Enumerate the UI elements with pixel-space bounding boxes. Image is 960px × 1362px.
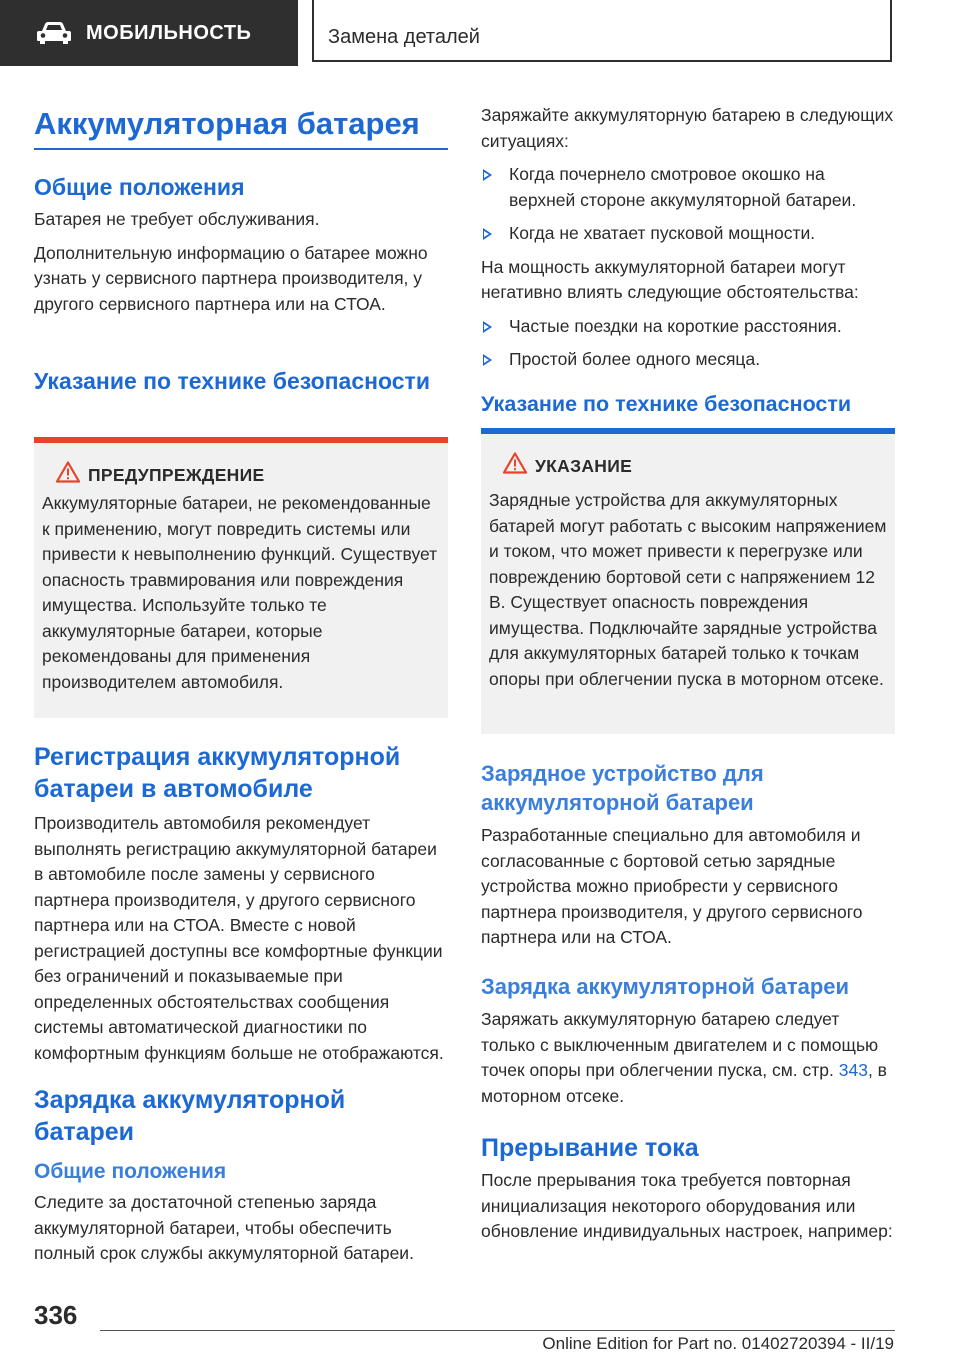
notice-box: [481, 428, 895, 734]
page-link-343[interactable]: 343: [838, 1060, 868, 1080]
general-paragraph-2: Дополнительную информацию о батарее можно узнать у сервисного партнера производителя, у другого сервисного партнера или на СТОА.: [34, 242, 428, 314]
warning-bar: [34, 437, 448, 443]
warning-box: [34, 437, 448, 718]
footer-divider: [100, 1330, 895, 1331]
charger-heading: Зарядное устройство для аккумуляторной батареи: [481, 761, 764, 815]
warning-text: Аккумуляторные батареи, не рекомендованные к применению, могут повредить системы или привести к невыполнению функций. Существует опасность травмирования или повреждения имущества. Используйте только те аккумуляторные батареи, которые рекомендованы для применения производителем автомобиля.: [42, 493, 438, 692]
charging-section-right: [481, 972, 895, 1109]
section-tab: [0, 0, 298, 66]
general-section: [34, 172, 448, 317]
list-item: Когда почернело смотровое окошко на верхней стороне аккумуляторной батареи.: [481, 162, 895, 213]
charging-general-text: Следите за достаточной степенью заряда аккумуляторной батареи, чтобы обеспечить полный срок службы аккумуляторной батареи.: [34, 1192, 414, 1263]
registration-text: Производитель автомобиля рекомендует выполнять регистрацию аккумуляторной батареи в автомобиле после замены у сервисного партнера производителя, у другого сервисного партнера или на СТОА. Вместе с новой регистрацией доступны все комфортные функции без ограничений и показываемые при определенных обстоятельствах сообщения системы автоматической диагностики по комфортным функциям больше не отображаются.: [34, 813, 444, 1063]
notice-bar: [481, 428, 895, 434]
edition-text: Online Edition for Part no. 01402720394 - II/19: [542, 1334, 894, 1353]
page-header: [0, 0, 960, 66]
general-paragraph-1: Батарея не требует обслуживания.: [34, 209, 320, 229]
charging-section-left: [34, 1084, 448, 1267]
list-item: Частые поездки на короткие расстояния.: [481, 314, 895, 340]
warning-triangle-icon: [503, 452, 527, 474]
charging-heading-left: Зарядка аккумуляторной батареи: [34, 1086, 346, 1146]
safety-section-left: [34, 366, 448, 397]
safety-heading-right: Указание по технике безопасности: [481, 392, 852, 416]
factors-list: [481, 314, 895, 373]
situations-section: [481, 103, 895, 373]
safety-section-right: [481, 390, 895, 418]
notice-title: УКАЗАНИЕ: [535, 456, 633, 476]
charger-section: [481, 759, 895, 951]
car-icon: [36, 21, 72, 45]
power-section: [481, 1132, 895, 1245]
page-number: 336: [34, 1300, 78, 1330]
safety-heading-left: Указание по технике безопасности: [34, 368, 430, 394]
power-text: После прерывания тока требуется повторная инициализация некоторого оборудования или обновление индивидуальных настроек, например:: [481, 1170, 893, 1241]
section-label: МОБИЛЬНОСТЬ: [86, 21, 252, 44]
warning-title: ПРЕДУПРЕЖДЕНИЕ: [88, 465, 265, 485]
triangle-bullet-icon: [483, 354, 492, 366]
list-item: Простой более одного месяца.: [481, 347, 895, 373]
chapter-title: Замена деталей: [328, 26, 480, 48]
charging-text: Заряжать аккумуляторную батарею следует только с выключенным двигателем и с помощью точек опоры при облегчении пуска, см. стр. 343, в моторном отсеке.: [481, 1009, 887, 1106]
situations-intro: Заряжайте аккумуляторную батарею в следующих ситуациях:: [481, 105, 894, 151]
page-title: Аккумуляторная батарея: [34, 106, 420, 141]
charging-general-heading: Общие положения: [34, 1160, 227, 1183]
triangle-bullet-icon: [483, 169, 492, 181]
factors-text: На мощность аккумуляторной батареи могут негативно влиять следующие обстоятельства:: [481, 256, 859, 302]
notice-text: Зарядные устройства для аккумуляторных батарей могут работать с высоким напряжением и током, что может привести к перегрузке или повреждению бортовой сети с напряжением 12 В. Существует опасность повреждения имущества. Подключайте зарядные устройства для аккумуляторных батарей только к точкам опоры при облегчении пуска в моторном отсеке.: [489, 490, 887, 689]
charging-heading-right: Зарядка аккумуляторной батареи: [481, 974, 850, 999]
situations-list: [481, 162, 895, 247]
triangle-bullet-icon: [483, 228, 492, 240]
power-heading: Прерывание тока: [481, 1134, 699, 1162]
registration-section: [34, 741, 448, 1066]
title-divider: [34, 148, 448, 150]
charger-text: Разработанные специально для автомобиля и согласованные с бортовой сетью зарядные устройства можно приобрести у сервисного партнера производителя, у другого сервисного партнера или на СТОА.: [481, 825, 863, 947]
registration-heading: Регистрация аккумуляторной батареи в автомобиле: [34, 743, 401, 803]
warning-triangle-icon: [56, 461, 80, 483]
chapter-box: [312, 0, 892, 62]
general-heading: Общие положения: [34, 174, 245, 200]
triangle-bullet-icon: [483, 321, 492, 333]
list-item: Когда не хватает пусковой мощности.: [481, 221, 895, 247]
